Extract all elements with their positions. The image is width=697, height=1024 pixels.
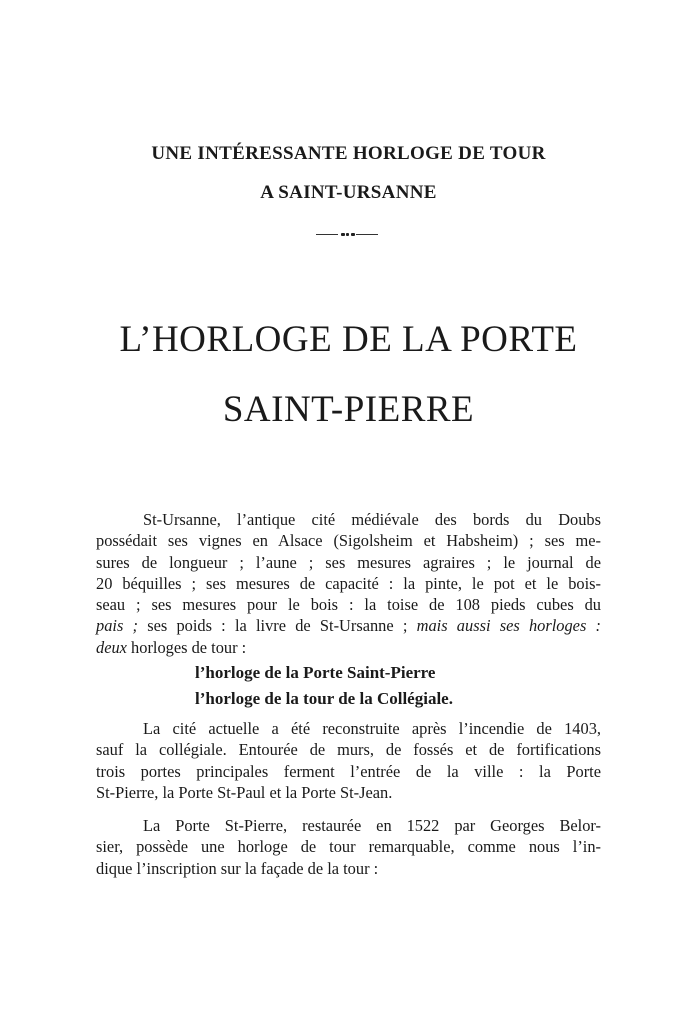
text-line: possédait ses vignes en Alsace (Sigolsheim et Habsheim) ; ses me- xyxy=(96,531,601,551)
clock-item: l’horloge de la tour de la Collégiale. xyxy=(195,689,453,708)
text-line xyxy=(96,615,601,636)
text-line: St-Pierre, la Porte St-Paul et la Porte St-Jean. xyxy=(96,782,393,802)
text-line: La cité actuelle a été reconstruite après l’incendie de 1403, xyxy=(143,719,601,738)
text-line: 20 béquilles ; ses mesures de capacité : la pinte, le pot et le bois- xyxy=(96,573,601,593)
text-fragment: ses poids : la livre de St-Ursanne ; xyxy=(138,616,417,636)
italic-text: deux xyxy=(96,637,127,657)
italic-text: mais aussi ses horloges : xyxy=(416,616,601,636)
text-line: sures de longueur ; l’aune ; ses mesures agraires ; le journal de xyxy=(96,552,601,572)
ornament-divider xyxy=(316,233,378,237)
paragraph-3 xyxy=(96,815,601,879)
text-line: dique l’inscription sur la façade de la tour : xyxy=(96,858,379,878)
text-line xyxy=(96,637,601,658)
main-title-line-1: L’HORLOGE DE LA PORTE xyxy=(119,319,578,360)
clock-list xyxy=(195,660,453,712)
text-line: St-Ursanne, l’antique cité médiévale des bords du Doubs xyxy=(143,510,601,529)
main-title-line-2: SAINT-PIERRE xyxy=(222,389,475,430)
clock-item: l’horloge de la Porte Saint-Pierre xyxy=(195,663,436,682)
paragraph-1 xyxy=(96,509,601,658)
text-line: trois portes principales ferment l’entrée de la ville : la Porte xyxy=(96,761,601,781)
text-line: seau ; ses mesures pour le bois : la toise de 108 pieds cubes du xyxy=(96,595,601,615)
paragraph-2 xyxy=(96,718,601,803)
text-line: La Porte St-Pierre, restaurée en 1522 par Georges Belor- xyxy=(143,816,601,835)
italic-text: pais ; xyxy=(96,616,138,636)
text-line: sier, possède une horloge de tour remarquable, comme nous l’in- xyxy=(96,837,601,857)
header-title-line-2: A SAINT-URSANNE xyxy=(260,182,437,203)
header-title-line-1: UNE INTÉRESSANTE HORLOGE DE TOUR xyxy=(151,143,546,164)
text-line: sauf la collégiale. Entourée de murs, de fossés et de fortifications xyxy=(96,740,601,760)
text-fragment: horloges de tour : xyxy=(126,637,247,657)
